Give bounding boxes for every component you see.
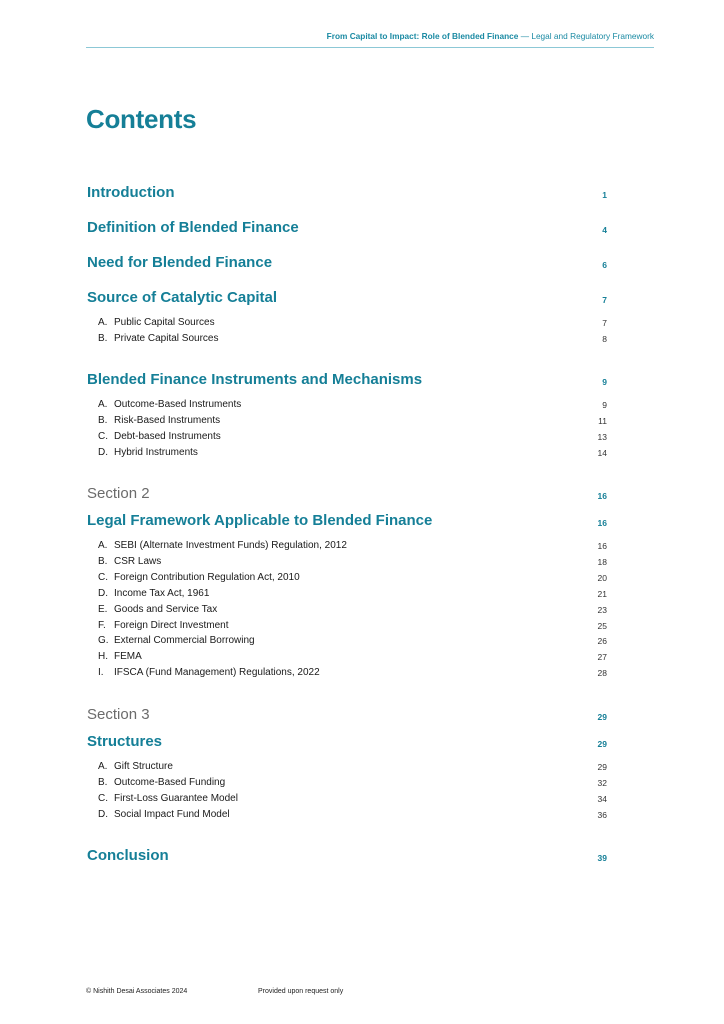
toc-subentry bbox=[87, 806, 607, 820]
header-report-title: From Capital to Impact: Role of Blended Finance bbox=[326, 31, 519, 41]
toc-entry-label: Conclusion bbox=[87, 847, 169, 864]
toc-subentry bbox=[87, 553, 607, 567]
toc-page-number: 27 bbox=[597, 652, 607, 662]
footer-notice: Provided upon request only bbox=[258, 988, 344, 995]
toc-entry bbox=[87, 368, 607, 388]
toc-page-number: 20 bbox=[597, 573, 607, 583]
toc-entry-letter: C. bbox=[98, 431, 108, 442]
toc-entry-label bbox=[98, 777, 225, 788]
toc-entry-text: Outcome-Based Instruments bbox=[114, 399, 242, 410]
toc-entry-text: Private Capital Sources bbox=[114, 333, 219, 344]
toc-entry-letter: A. bbox=[98, 317, 108, 328]
toc-page-number: 16 bbox=[597, 541, 607, 551]
toc-subentry bbox=[87, 664, 607, 678]
toc-page-number: 28 bbox=[597, 668, 607, 678]
toc-entry-label bbox=[98, 431, 221, 442]
toc-entry-text: Debt-based Instruments bbox=[114, 431, 221, 442]
toc-entry-text: First-Loss Guarantee Model bbox=[114, 793, 238, 804]
toc-entry-label bbox=[98, 635, 255, 646]
toc-page-number: 1 bbox=[602, 190, 607, 200]
toc-entry-text: Risk-Based Instruments bbox=[114, 415, 221, 426]
toc-subentry bbox=[87, 428, 607, 442]
toc-entry-label bbox=[98, 447, 198, 458]
page-title: Contents bbox=[86, 104, 197, 134]
toc-page-number: 9 bbox=[602, 377, 607, 387]
toc-entry-label bbox=[98, 651, 142, 662]
toc-entry bbox=[87, 844, 607, 864]
toc-page-number: 18 bbox=[597, 557, 607, 567]
header-divider bbox=[86, 47, 654, 48]
header-report-subtitle: — Legal and Regulatory Framework bbox=[518, 31, 654, 41]
toc-subentry bbox=[87, 396, 607, 410]
toc-section-heading bbox=[87, 703, 607, 723]
toc-page-number: 29 bbox=[597, 712, 607, 722]
toc-entry-label bbox=[98, 540, 347, 551]
toc-entry-letter: F. bbox=[98, 620, 106, 631]
toc-entry bbox=[87, 216, 607, 236]
toc-page-number: 21 bbox=[597, 589, 607, 599]
toc-entry-label: Structures bbox=[87, 733, 163, 750]
toc-subentry bbox=[87, 790, 607, 804]
toc-entry-letter: D. bbox=[98, 809, 108, 820]
toc-page-number: 29 bbox=[597, 739, 607, 749]
toc-entry-letter: G. bbox=[98, 635, 109, 646]
toc-entry-letter: A. bbox=[98, 540, 108, 551]
toc-page-number: 34 bbox=[597, 794, 607, 804]
toc-entry bbox=[87, 286, 607, 306]
toc-entry-letter: C. bbox=[98, 793, 108, 804]
toc-entry-label bbox=[98, 809, 230, 820]
toc-subentry bbox=[87, 569, 607, 583]
toc-subentry bbox=[87, 537, 607, 551]
toc-entry-label bbox=[98, 317, 215, 328]
toc-entry bbox=[87, 509, 607, 529]
toc-entry-letter: A. bbox=[98, 399, 108, 410]
toc-entry-letter: E. bbox=[98, 604, 108, 615]
toc-entry-label bbox=[98, 793, 238, 804]
toc-entry-letter: I. bbox=[98, 667, 104, 678]
toc-entry bbox=[87, 730, 607, 750]
toc-entry-label bbox=[98, 556, 161, 567]
toc-entry-letter: B. bbox=[98, 777, 108, 788]
toc-entry-label bbox=[98, 604, 217, 615]
toc-entry-text: SEBI (Alternate Investment Funds) Regulation, 2012 bbox=[114, 540, 347, 551]
toc-subentry bbox=[87, 774, 607, 788]
toc-entry-text: Goods and Service Tax bbox=[114, 604, 218, 615]
toc-page-number: 14 bbox=[597, 448, 607, 458]
toc-page-number: 4 bbox=[602, 225, 607, 235]
toc-entry-text: FEMA bbox=[114, 651, 142, 662]
toc-entry-label bbox=[98, 761, 173, 772]
toc-entry-text: Income Tax Act, 1961 bbox=[114, 588, 210, 599]
toc-entry-letter: H. bbox=[98, 651, 108, 662]
toc-subentry bbox=[87, 444, 607, 458]
running-header bbox=[327, 31, 654, 41]
toc-entry-text: Gift Structure bbox=[114, 761, 173, 772]
toc-entry-letter: D. bbox=[98, 588, 108, 599]
toc-subentry bbox=[87, 758, 607, 772]
toc-page-number: 29 bbox=[597, 762, 607, 772]
toc-entry-label bbox=[98, 415, 220, 426]
toc-entry-label: Introduction bbox=[87, 184, 175, 201]
toc-entry-label: Definition of Blended Finance bbox=[87, 219, 299, 236]
toc-entry-text: Outcome-Based Funding bbox=[114, 777, 226, 788]
toc-entry-label bbox=[98, 333, 219, 344]
toc-page-number: 8 bbox=[602, 334, 607, 344]
toc-entry-label: Blended Finance Instruments and Mechanisms bbox=[87, 371, 423, 388]
toc-page-number: 7 bbox=[602, 295, 607, 305]
toc-entry-text: Public Capital Sources bbox=[114, 317, 215, 328]
toc-entry-label: Section 3 bbox=[87, 706, 150, 723]
toc-page-number: 26 bbox=[597, 636, 607, 646]
toc-subentry bbox=[87, 314, 607, 328]
toc-entry-letter: D. bbox=[98, 447, 108, 458]
toc-entry-text: Hybrid Instruments bbox=[114, 447, 198, 458]
toc-page-number: 6 bbox=[602, 260, 607, 270]
toc-page-number: 25 bbox=[597, 621, 607, 631]
toc-entry-label: Section 2 bbox=[87, 485, 150, 502]
toc-subentry bbox=[87, 330, 607, 344]
toc-page-number: 32 bbox=[597, 778, 607, 788]
toc-subentry bbox=[87, 617, 607, 631]
toc-page-number: 39 bbox=[597, 853, 607, 863]
toc-entry-text: CSR Laws bbox=[114, 556, 162, 567]
toc-entry-letter: B. bbox=[98, 556, 108, 567]
toc-entry-letter: B. bbox=[98, 333, 108, 344]
toc-subentry bbox=[87, 412, 607, 426]
toc-subentry bbox=[87, 585, 607, 599]
toc-entry-label: Source of Catalytic Capital bbox=[87, 289, 278, 306]
toc-entry bbox=[87, 181, 607, 201]
toc-page-number: 9 bbox=[602, 400, 607, 410]
toc-subentry bbox=[87, 648, 607, 662]
toc-page-number: 11 bbox=[598, 416, 607, 426]
toc-entry-label bbox=[98, 588, 209, 599]
toc-entry-text: Foreign Direct Investment bbox=[114, 620, 229, 631]
toc-subentry bbox=[87, 632, 607, 646]
toc-subentry bbox=[87, 601, 607, 615]
toc-entry-letter: A. bbox=[98, 761, 108, 772]
toc-page-number: 13 bbox=[597, 432, 607, 442]
toc-entry-letter: B. bbox=[98, 415, 108, 426]
toc-entry-label bbox=[98, 399, 241, 410]
toc-entry-label bbox=[98, 572, 300, 583]
toc-entry-text: Social Impact Fund Model bbox=[114, 809, 230, 820]
toc-page-number: 36 bbox=[597, 810, 607, 820]
toc-page-number: 16 bbox=[597, 518, 607, 528]
toc-entry-text: IFSCA (Fund Management) Regulations, 2022 bbox=[114, 667, 320, 678]
toc-entry-letter: C. bbox=[98, 572, 108, 583]
toc-entry-label: Legal Framework Applicable to Blended Finance bbox=[87, 512, 433, 529]
toc-entry-label: Need for Blended Finance bbox=[87, 254, 273, 271]
toc-entry-text: External Commercial Borrowing bbox=[114, 635, 255, 646]
toc-entry-label bbox=[98, 667, 320, 678]
toc-entry-text: Foreign Contribution Regulation Act, 2010 bbox=[114, 572, 300, 583]
toc-page-number: 16 bbox=[597, 491, 607, 501]
toc-page-number: 23 bbox=[597, 605, 607, 615]
toc-section-heading bbox=[87, 482, 607, 502]
footer-copyright: © Nishith Desai Associates 2024 bbox=[86, 988, 188, 995]
toc-entry bbox=[87, 251, 607, 271]
toc-page-number: 7 bbox=[602, 318, 607, 328]
toc-entry-label bbox=[98, 620, 229, 631]
